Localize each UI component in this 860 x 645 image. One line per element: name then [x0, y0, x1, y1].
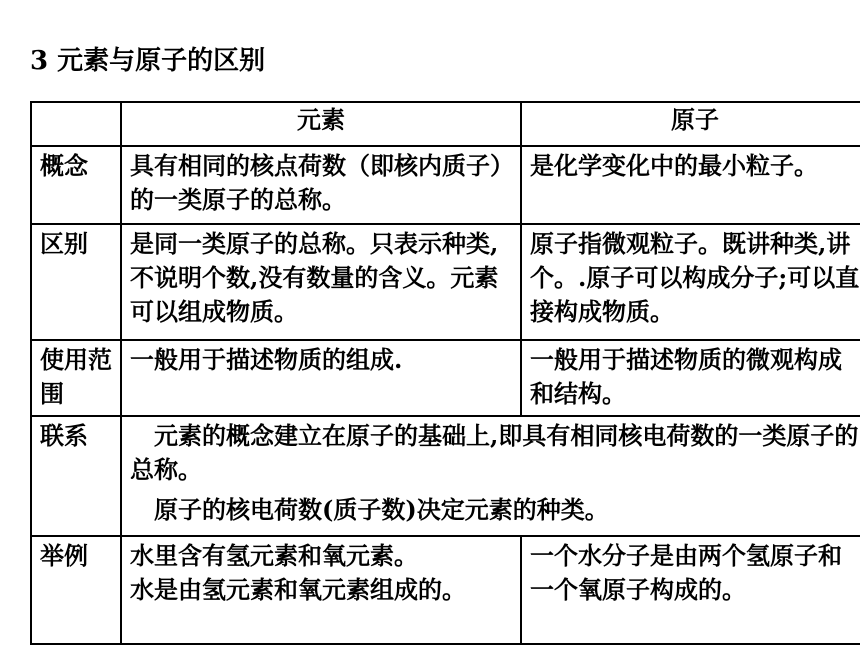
concept-atom-cell [521, 146, 860, 224]
table-header-row [31, 102, 860, 146]
example-element-line-2: 水是由氢元素和氧元素组成的。 [130, 575, 466, 604]
example-atom-cell: 一个水分子是由两个氢原子和一个氧原子构成的。 [521, 536, 860, 644]
row-label-example: 举例 [31, 536, 121, 644]
row-label-difference: 区别 [31, 224, 121, 340]
row-label-relation: 联系 [31, 416, 121, 536]
comparison-table [30, 101, 860, 645]
page-title: 3 元素与原子的区别 [30, 46, 266, 76]
example-element-cell [121, 536, 521, 644]
header-atom: 原子 [521, 102, 860, 146]
usage-element-cell: 一般用于描述物质的组成. [121, 340, 521, 416]
relation-line-2-text: 原子的核电荷数(质子数)决定元素的种类。 [154, 495, 609, 524]
difference-element-cell: 是同一类原子的总称。只表示种类,不说明个数,没有数量的含义。元素可以组成物质。 [121, 224, 521, 340]
row-label-usage: 使用范围 [31, 340, 121, 416]
relation-line-1-text: 元素的概念建立在原子的基础上,即具有相同核电荷数的一类原子的总称。 [130, 421, 859, 484]
header-corner-cell [31, 102, 121, 146]
usage-atom-cell: 一般用于描述物质的微观构成和结构。 [521, 340, 860, 416]
relation-cell [121, 416, 860, 536]
row-example [31, 536, 860, 644]
concept-atom-text: 是化学变化中的最小粒子。 [530, 151, 818, 180]
relation-line-1 [130, 419, 860, 487]
row-concept [31, 146, 860, 224]
relation-line-2 [130, 493, 860, 527]
example-element-line-1: 水里含有氢元素和氧元素。 [130, 541, 418, 570]
difference-atom-cell: 原子指微观粒子。既讲种类,讲个。.原子可以构成分子;可以直接构成物质。 [521, 224, 860, 340]
row-relation [31, 416, 860, 536]
row-usage [31, 340, 860, 416]
concept-element-cell: 具有相同的核点荷数（即核内质子）的一类原子的总称。 [121, 146, 521, 224]
row-label-concept: 概念 [31, 146, 121, 224]
header-element: 元素 [121, 102, 521, 146]
row-difference [31, 224, 860, 340]
